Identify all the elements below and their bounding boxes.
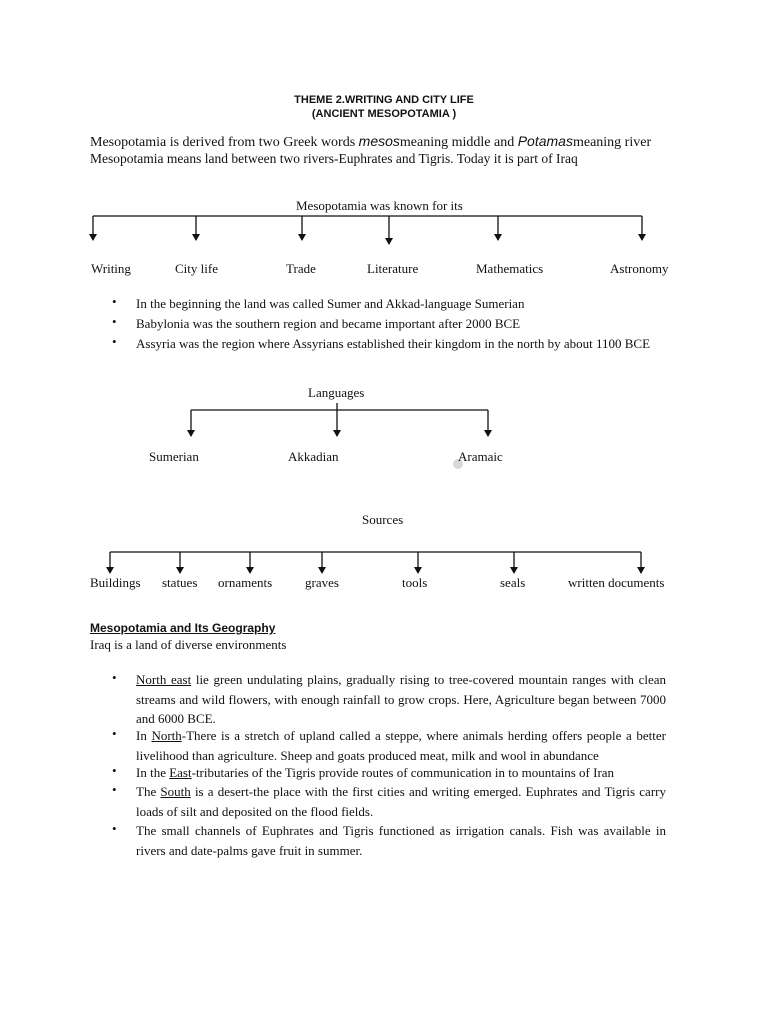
intro-line-1: Mesopotamia is derived from two Greek words mesosmeaning middle and Potamasmeaning river (90, 133, 652, 150)
page-title: THEME 2.WRITING AND CITY LIFE (294, 94, 474, 106)
source-item: tools (402, 575, 428, 590)
geo-bullet-northeast: North east lie green undulating plains, gradually rising to tree-covered mountain ranges with clean streams and wild flowers, with enough rainfall to grow crops. Here, Agriculture began between 7000 and 6000 BCE. (136, 672, 666, 726)
bullet-dot: • (112, 334, 117, 349)
knownfor-heading: Mesopotamia was known for its (296, 198, 463, 213)
sources-heading: Sources (362, 512, 404, 527)
languages-heading: Languages (308, 385, 365, 400)
geo-bullet-east: In the East-tributaries of the Tigris provide routes of communication in to mountains of Iran (136, 765, 615, 780)
knownfor-item: Literature (367, 261, 419, 276)
knownfor-item: City life (175, 261, 218, 276)
bullet-text: Assyria was the region where Assyrians established their kingdom in the north by about 1100 BCE (136, 336, 651, 351)
intro-line-2: Mesopotamia means land between two rivers-Euphrates and Tigris. Today it is part of Iraq (90, 151, 578, 166)
geography-subheading: Iraq is a land of diverse environments (90, 637, 287, 652)
page-subtitle: (ANCIENT MESOPOTAMIA ) (311, 108, 457, 120)
geo-bullet-channels: The small channels of Euphrates and Tigris functioned as irrigation canals. Fish was available in rivers and date-palms gave fruit in summer. (136, 823, 666, 858)
geo-bullet-south: The South is a desert-the place with the first cities and writing emerged. Euphrates and Tigris carry loads of silt and deposited on the flood fields. (136, 784, 666, 819)
knownfor-item: Trade (286, 261, 316, 276)
knownfor-item: Writing (91, 261, 131, 276)
geo-bullet-north: In North-There is a stretch of upland called a steppe, where animals herding offers people a better livelihood than agriculture. Sheep and goats produced meat, milk and wool in abundance (136, 728, 666, 763)
source-item: statues (162, 575, 198, 590)
bullet-text: In the beginning the land was called Sumer and Akkad-language Sumerian (136, 296, 525, 311)
source-item: Buildings (90, 575, 141, 590)
source-item: graves (305, 575, 339, 590)
knownfor-item: Astronomy (610, 261, 669, 276)
knownfor-item: Mathematics (476, 261, 544, 276)
source-item: written documents (568, 575, 665, 590)
word-mesos: mesos (358, 133, 400, 149)
language-item: Sumerian (149, 449, 199, 464)
word-potamas: Potamas (517, 133, 573, 149)
bullet-dot: • (112, 763, 117, 778)
source-item: ornaments (218, 575, 273, 590)
source-item: seals (500, 575, 526, 590)
language-item: Akkadian (288, 449, 339, 464)
language-item: Aramaic (458, 449, 503, 464)
bullet-dot: • (112, 821, 117, 836)
bullet-dot: • (112, 294, 117, 309)
bullet-dot: • (112, 670, 117, 685)
bullet-dot: • (112, 314, 117, 329)
bullet-dot: • (112, 782, 117, 797)
geography-heading: Mesopotamia and Its Geography (90, 621, 276, 635)
bullet-dot: • (112, 726, 117, 741)
bullet-text: Babylonia was the southern region and became important after 2000 BCE (136, 316, 521, 331)
